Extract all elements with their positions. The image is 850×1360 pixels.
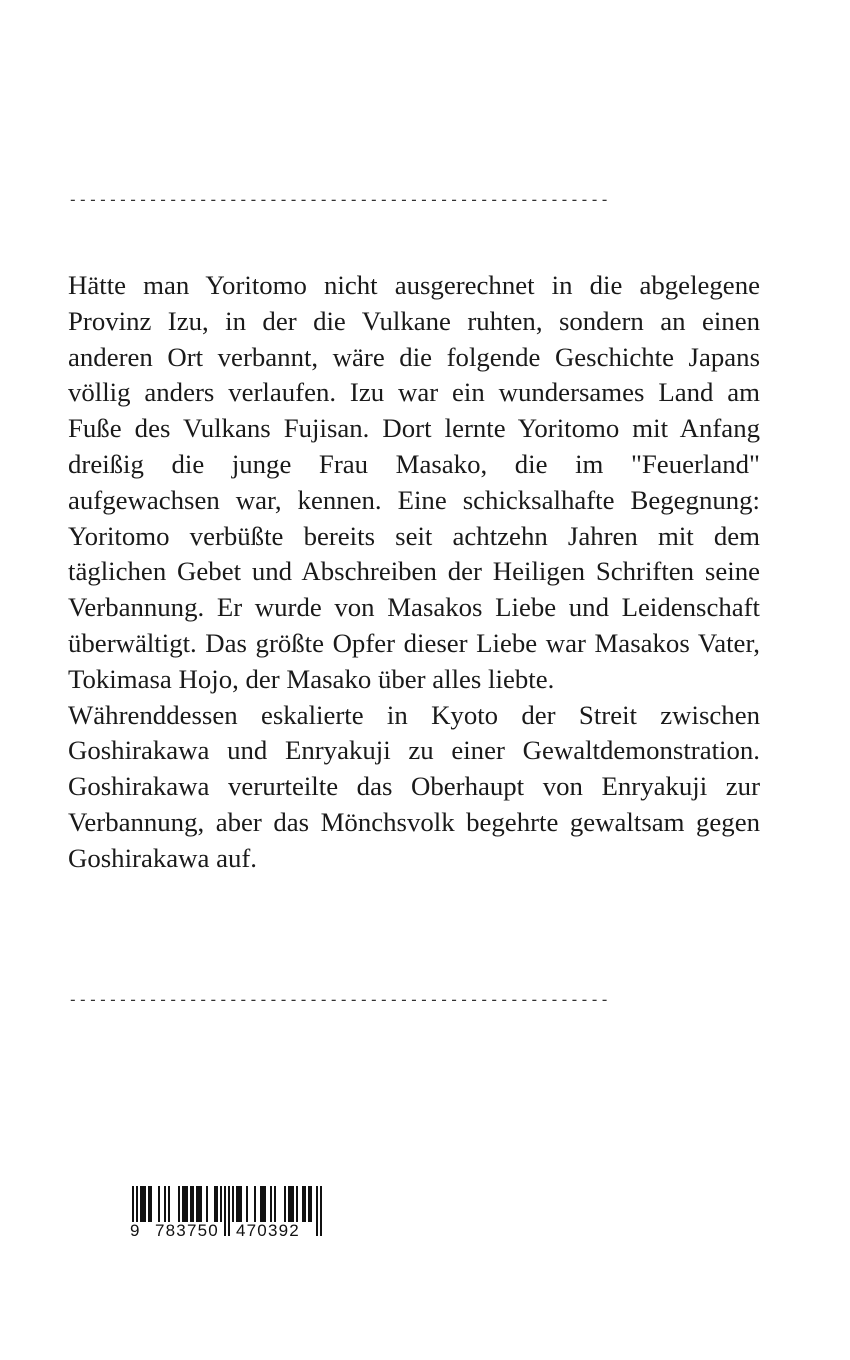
barcode-bar bbox=[302, 1186, 304, 1222]
barcode-bar bbox=[178, 1186, 180, 1222]
barcode-bar bbox=[164, 1186, 166, 1222]
barcode-bar bbox=[290, 1186, 292, 1222]
barcode-bar bbox=[232, 1186, 234, 1222]
barcode-bar bbox=[182, 1186, 184, 1222]
barcode-bar bbox=[274, 1186, 276, 1222]
barcode-bar bbox=[168, 1186, 170, 1222]
barcode-bar bbox=[284, 1186, 286, 1222]
barcode-bar bbox=[262, 1186, 264, 1222]
barcode-bar bbox=[144, 1186, 146, 1222]
barcode-bar bbox=[186, 1186, 188, 1222]
barcode-bar bbox=[220, 1186, 222, 1222]
barcode-bar bbox=[254, 1186, 256, 1222]
back-cover-blurb bbox=[68, 268, 760, 877]
barcode-bar bbox=[316, 1186, 318, 1236]
barcode-bar bbox=[192, 1186, 194, 1222]
barcode-bar bbox=[320, 1186, 322, 1236]
bottom-dashed-rule: ------------------------------------------------------ bbox=[68, 990, 610, 1009]
barcode-digit-group-2: 470392 bbox=[236, 1221, 300, 1240]
barcode-bar bbox=[310, 1186, 312, 1222]
barcode-bar bbox=[228, 1186, 230, 1236]
barcode-bar bbox=[260, 1186, 262, 1222]
barcode-bar bbox=[240, 1186, 242, 1222]
barcode-bar bbox=[214, 1186, 216, 1222]
barcode-bar bbox=[288, 1186, 290, 1222]
barcode-bar bbox=[142, 1186, 144, 1222]
barcode-bar bbox=[224, 1186, 226, 1236]
barcode-bar bbox=[158, 1186, 160, 1222]
barcode-bar bbox=[200, 1186, 202, 1222]
barcode-bar bbox=[198, 1186, 200, 1222]
barcode-bar bbox=[308, 1186, 310, 1222]
barcode-bar bbox=[190, 1186, 192, 1222]
barcode-bar bbox=[246, 1186, 248, 1222]
barcode-bar bbox=[270, 1186, 272, 1222]
barcode-bar bbox=[304, 1186, 306, 1222]
barcode-bar bbox=[150, 1186, 152, 1222]
barcode-bar bbox=[196, 1186, 198, 1222]
barcode-bar bbox=[206, 1186, 208, 1222]
barcode-bar bbox=[296, 1186, 298, 1222]
barcode-bar bbox=[236, 1186, 238, 1222]
barcode-digit-group-1: 783750 bbox=[155, 1221, 219, 1240]
blurb-paragraph-2: Währenddessen eskalierte in Kyoto der Streit zwischen Goshirakawa und Enryakuji zu einer Gewaltdemonstration. Goshirakawa verurteilte das Oberhaupt von Enryakuji zur Verbannung, aber das Mönchsvolk begehrte gewaltsam gegen Goshirakawa auf. bbox=[68, 699, 760, 873]
barcode-lead-digit: 9 bbox=[130, 1221, 140, 1240]
blurb-paragraph-1: Hätte man Yoritomo nicht ausgerechnet in die abgelegene Provinz Izu, in der die Vulkane ruhten, sondern an einen anderen Ort verbannt, wäre die folgende Geschichte Japans völlig anders verlaufen. Izu war ein wundersames Land am Fuße des Vulkans Fujisan. Dort lernte Yoritomo mit Anfang dreißig die junge Frau Masako, die im "Feuerland" aufgewachsen war, kennen. Eine schicksalhafte Begegnung: Yoritomo verbüßte bereits seit achtzehn Jahren mit dem täglichen Gebet und Abschreiben der Heiligen Schriften seine Verbannung. Er wurde von Masakos Liebe und Leidenschaft überwältigt. Das größte Opfer dieser Liebe war Masakos Vater, Tokimasa Hojo, der Masako über alles liebte. bbox=[68, 270, 760, 694]
barcode-bar bbox=[238, 1186, 240, 1222]
barcode-bar bbox=[184, 1186, 186, 1222]
barcode-bar bbox=[216, 1186, 218, 1222]
top-dashed-rule: ------------------------------------------------------ bbox=[68, 190, 610, 209]
barcode-bar bbox=[148, 1186, 150, 1222]
barcode-bar bbox=[264, 1186, 266, 1222]
barcode-bar bbox=[292, 1186, 294, 1222]
barcode-bar bbox=[140, 1186, 142, 1222]
